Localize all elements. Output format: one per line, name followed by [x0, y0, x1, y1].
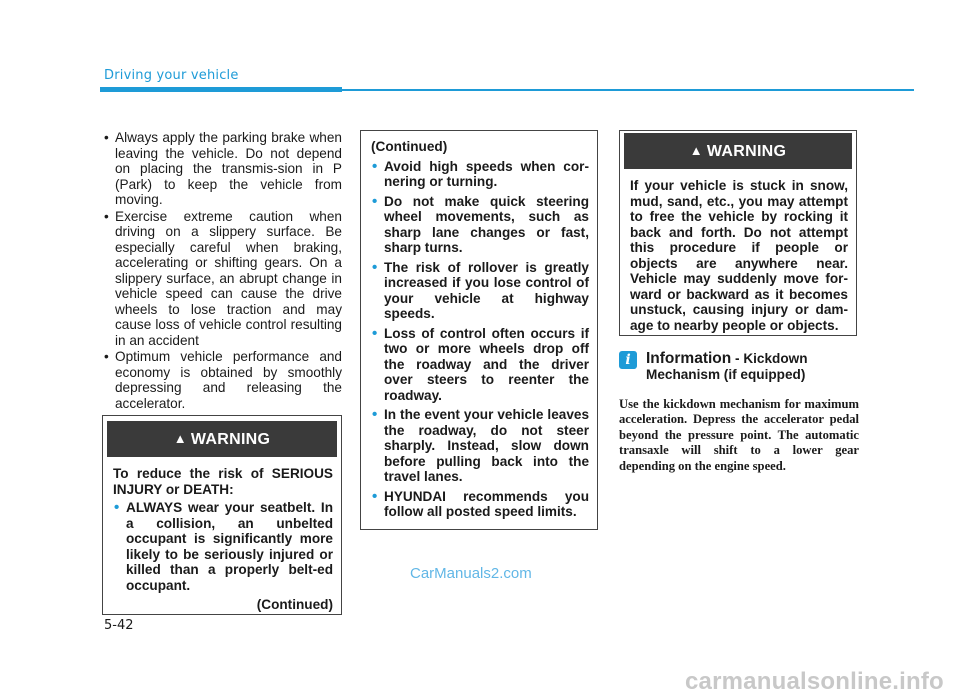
- information-section: [619, 351, 859, 474]
- warning-body: If your vehicle is stuck in snow, mud, sand, etc., you may attempt to free the vehicle by rocking it back and forth. Do not attempt this procedure if people or objects are anywhere near. Vehicle may suddenly move for-ward or backward as it becomes unstuck, causing injury or dam-age to nearby people or objects.: [630, 178, 848, 333]
- info-title: [646, 351, 859, 383]
- warning-header: [107, 421, 337, 457]
- warning-heading: WARNING: [706, 143, 787, 160]
- info-body: Use the kickdown mechanism for maximum acceleration. Depress the accelerator pedal beyond the pressure point. The automatic transaxle will shift to a lower gear depending on the engine speed.: [619, 397, 859, 473]
- list-item: • Always apply the parking brake when leaving the vehicle. Do not depend on placing the transmis-sion in P (Park) to keep the vehicle from moving.: [102, 130, 342, 208]
- left-bullet-list: [102, 130, 342, 411]
- left-column-text: [102, 130, 342, 412]
- list-item: • Loss of control often occurs if two or more wheels drop off the roadway and the driver over steers to reenter the roadway.: [371, 326, 589, 404]
- list-item: • Do not make quick steering wheel movements, such as sharp lane changes or fast, sharp turns.: [371, 194, 589, 256]
- info-title-rest: - Kickdown Mechanism (if equipped): [646, 351, 808, 382]
- header-rule-thick: [100, 87, 342, 92]
- info-icon: i: [619, 351, 637, 369]
- list-item: • Avoid high speeds when cor-nering or turning.: [371, 159, 589, 190]
- list-item: • In the event your vehicle leaves the roadway, do not steer sharply. Instead, slow down before pulling back into the travel lanes.: [371, 407, 589, 485]
- warning-body: [103, 457, 341, 613]
- warning-bullet-list: [113, 500, 333, 593]
- list-item: • The risk of rollover is greatly increased if you lose control of your vehicle at highway speeds.: [371, 260, 589, 322]
- list-item: • HYUNDAI recommends you follow all posted speed limits.: [371, 489, 589, 520]
- warning-heading: WARNING: [190, 431, 271, 448]
- continued-label: (Continued): [256, 597, 333, 612]
- section-header: Driving your vehicle: [104, 68, 239, 83]
- list-item: • Optimum vehicle performance and economy is obtained by smoothly depressing and releasing the accelerator.: [102, 349, 342, 411]
- warning-box-continued: [360, 130, 598, 530]
- warning-intro: To reduce the risk of SERIOUS INJURY or DEATH:: [113, 466, 333, 497]
- continued-label: (Continued): [371, 139, 448, 154]
- warning-body: [361, 131, 597, 520]
- warning-box-seatbelt: [102, 415, 342, 615]
- warning-triangle-icon: ▲: [173, 431, 187, 446]
- list-item: • ALWAYS wear your seatbelt. In a collision, an unbelted occupant is significantly more likely to be seriously injured or killed than a properly belt-ed occupant.: [113, 500, 333, 593]
- list-item: • Exercise extreme caution when driving on a slippery surface. Be especially careful when braking, accelerating or shifting gears. On a slippery surface, an abrupt change in vehicle speed can cause the drive wheels to lose traction and may cause loss of vehicle control resulting in an accident: [102, 209, 342, 349]
- header-rule-thin: [342, 89, 914, 91]
- warning-bullet-list: [371, 159, 589, 520]
- watermark-corner: carmanualsonline.info: [685, 668, 944, 695]
- info-label: Information: [646, 350, 732, 367]
- warning-box-stuck-vehicle: [619, 130, 857, 336]
- watermark-center: CarManuals2.com: [410, 565, 532, 582]
- page-number: 5-42: [104, 618, 134, 633]
- warning-triangle-icon: ▲: [689, 143, 703, 158]
- warning-header: [624, 133, 852, 169]
